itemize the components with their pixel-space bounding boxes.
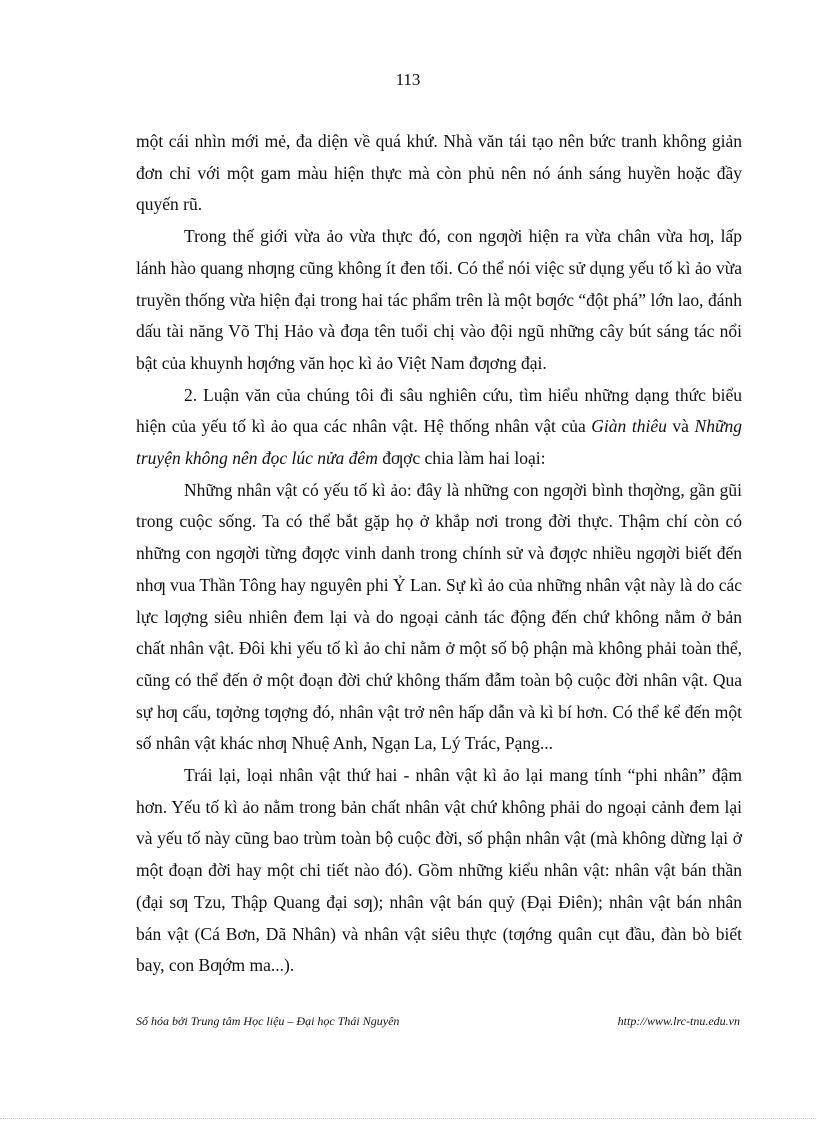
paragraph-text: 2. Luận văn của chúng tôi đi sâu nghiên cứu, tìm hiểu những dạng thức biểu hiện của yếu tố kì ảo qua các nhân vật. Hệ thống nhân vật của	[136, 384, 742, 437]
paragraph-text: đƣợc chia làm hai loại:	[377, 448, 546, 469]
paragraph: một cái nhìn mới mẻ, đa diện về quá khứ. Nhà văn tái tạo nên bức tranh không giản đơn chỉ với một gam màu hiện thực mà còn phủ nên nó ánh sáng huyền hoặc đầy quyến rũ.	[136, 131, 742, 215]
footer-source: Số hóa bởi Trung tâm Học liệu – Đại học Thái Nguyên	[136, 1014, 400, 1028]
document-body	[136, 126, 742, 982]
page-bottom-divider	[0, 1118, 816, 1119]
paragraph: Những nhân vật có yếu tố kì ảo: đây là những con ngƣời bình thƣờng, gần gũi trong cuộc sống. Ta có thể bắt gặp họ ở khắp nơi trong đời thực. Thậm chí còn có những con ngƣời từng đƣợc vinh danh trong chính sử và đƣợc nhiều ngƣời biết đến nhƣ vua Thần Tông hay nguyên phi Ỷ Lan. Sự kì ảo của những nhân vật này là do các lực lƣợng siêu nhiên đem lại và do ngoại cảnh tác động đến chứ không nằm ở bản chất nhân vật. Đôi khi yếu tố kì ảo chỉ nằm ở một số bộ phận mà không phải toàn thể, cũng có thể đến ở một đoạn đời chứ không thấm đẫm toàn bộ cuộc đời nhân vật. Qua sự hƣ cấu, tƣởng tƣợng đó, nhân vật trở nên hấp dẫn và kì bí hơn. Có thể kể đến một số nhân vật khác nhƣ Nhuệ Anh, Ngạn La, Lý Trác, Pạng...	[136, 479, 742, 754]
paragraph: Trong thế giới vừa ảo vừa thực đó, con ngƣời hiện ra vừa chân vừa hƣ, lấp lánh hào quang nhƣng cũng không ít đen tối. Có thể nói việc sử dụng yếu tố kì ảo vừa truyền thống vừa hiện đại trong hai tác phẩm trên là một bƣớc “đột phá” lớn lao, đánh dấu tài năng Võ Thị Hảo và đƣa tên tuổi chị vào đội ngũ những cây bút sáng tác nổi bật của khuynh hƣớng văn học kì ảo Việt Nam đƣơng đại.	[136, 226, 742, 373]
paragraph: Trái lại, loại nhân vật thứ hai - nhân vật kì ảo lại mang tính “phi nhân” đậm hơn. Yếu tố kì ảo nằm trong bản chất nhân vật chứ không phải do ngoại cảnh đem lại và yếu tố này cũng bao trùm toàn bộ cuộc đời, số phận nhân vật (mà không dừng lại ở một đoạn đời hay một chi tiết nào đó). Gồm những kiểu nhân vật: nhân vật bán thần (đại sƣ Tzu, Thập Quang đại sƣ); nhân vật bán quỷ (Đại Điên); nhân vật bán nhân bán vật (Cá Bơn, Dã Nhân) và nhân vật siêu thực (tƣớng quân cụt đầu, đàn bò biết bay, con Bƣớm ma...).	[136, 765, 742, 976]
page-footer	[136, 1014, 740, 1029]
paragraph-text: và	[666, 416, 695, 437]
book-title: Giàn thiêu	[591, 416, 667, 437]
page-number: 113	[395, 70, 421, 89]
paragraph-classification	[136, 380, 742, 475]
book-title: Những truyện không nên đọc lúc nửa đêm	[136, 416, 742, 469]
footer-url: http://www.lrc-tnu.edu.vn	[617, 1014, 740, 1028]
